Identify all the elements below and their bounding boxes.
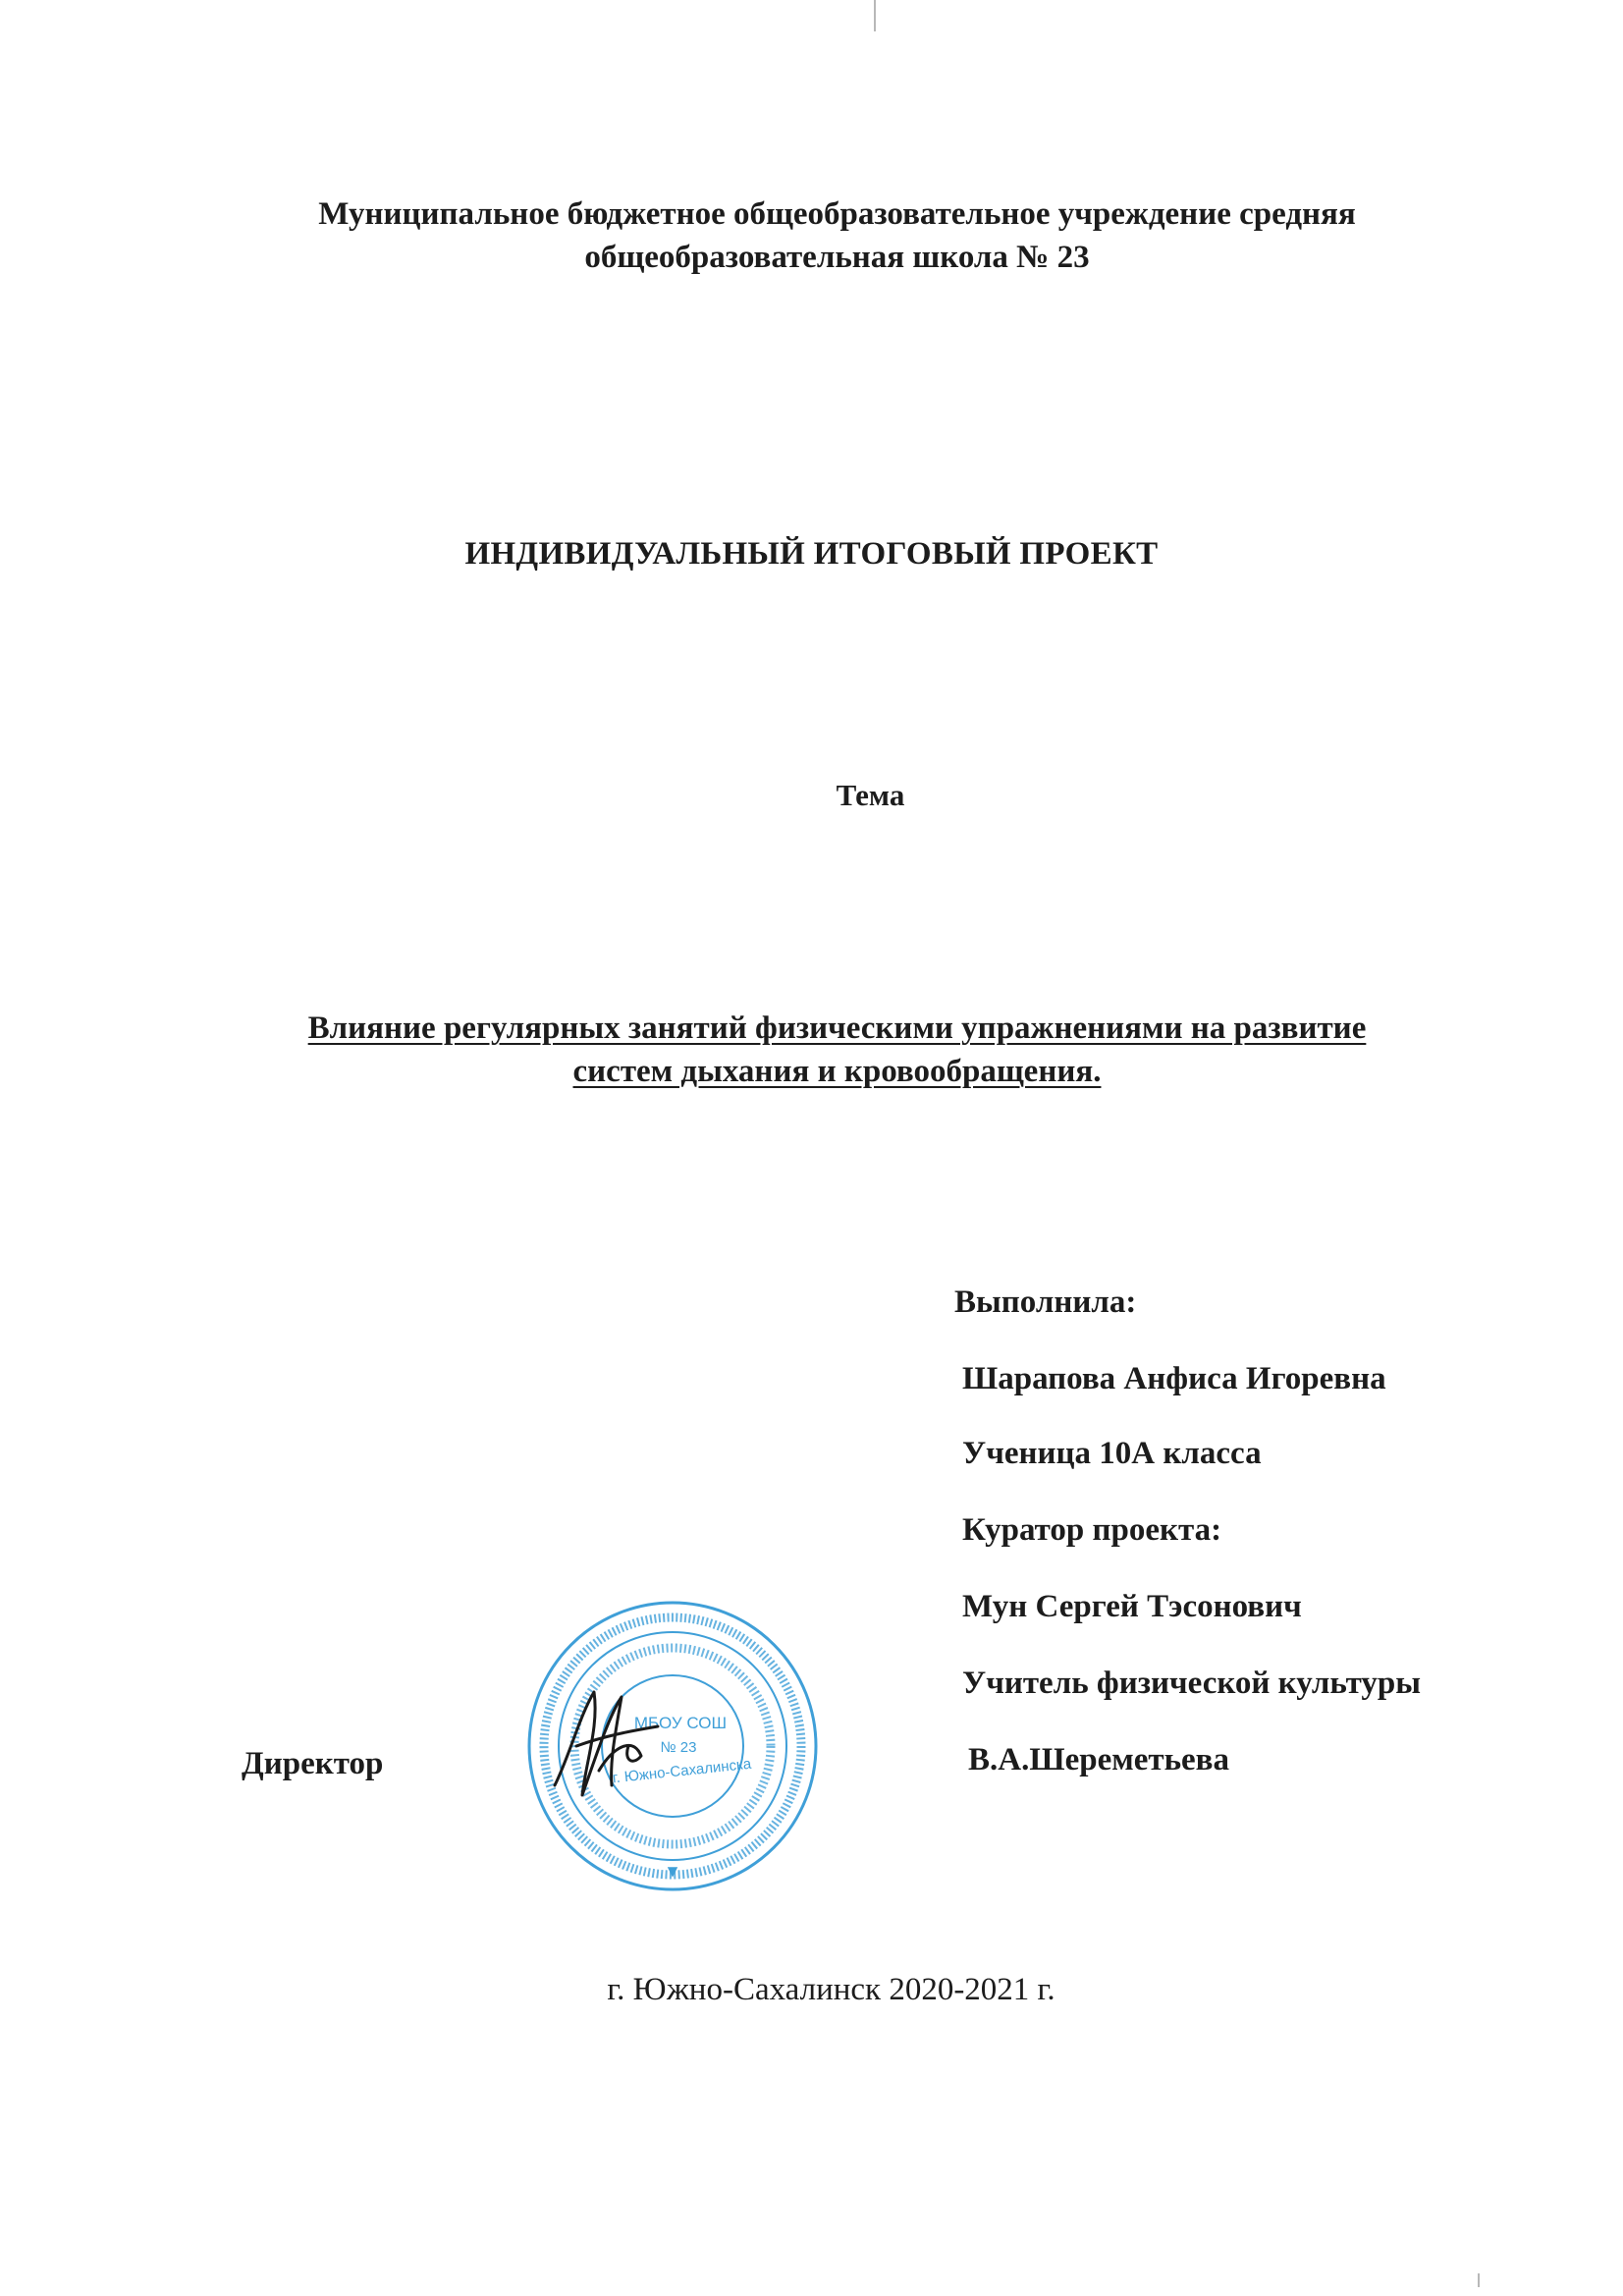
curator-label: Куратор проекта: (962, 1512, 1222, 1548)
scan-artifact-bottom (1478, 2273, 1480, 2287)
student-name: Шарапова Анфиса Игоревна (962, 1361, 1386, 1396)
theme-label: Тема (836, 778, 905, 812)
stamp-center-line-1: МБОУ СОШ (633, 1714, 728, 1732)
theme-line-1: Влияние регулярных занятий физическими упражнениями на развитие (307, 1011, 1367, 1046)
director-name: В.А.Шереметьева (968, 1742, 1229, 1777)
curator-name: Мун Сергей Тэсонович (962, 1589, 1302, 1624)
scan-artifact-top (874, 0, 876, 31)
institution-line-1: Муниципальное бюджетное общеобразовательное учреждение средняя (318, 196, 1356, 232)
director-label: Директор (242, 1746, 384, 1781)
student-class: Ученица 10А класса (962, 1436, 1262, 1471)
institution-name (0, 192, 1623, 279)
stamp-center-line-2: № 23 (660, 1739, 697, 1756)
document-type: ИНДИВИДУАЛЬНЫЙ ИТОГОВЫЙ ПРОЕКТ (464, 536, 1159, 572)
footer-city-year: г. Южно-Сахалинск 2020-2021 г. (607, 1972, 1055, 2007)
project-theme (0, 1007, 1623, 1093)
school-stamp (525, 1599, 820, 1893)
curator-position: Учитель физической культуры (962, 1666, 1422, 1701)
performed-by-label: Выполнила: (954, 1285, 1137, 1320)
stamp-center-line-3: г. Южно-Сахалинска (612, 1755, 753, 1787)
theme-line-2: систем дыхания и кровообращения. (572, 1054, 1102, 1089)
institution-line-2: общеобразовательная школа № 23 (584, 240, 1090, 275)
